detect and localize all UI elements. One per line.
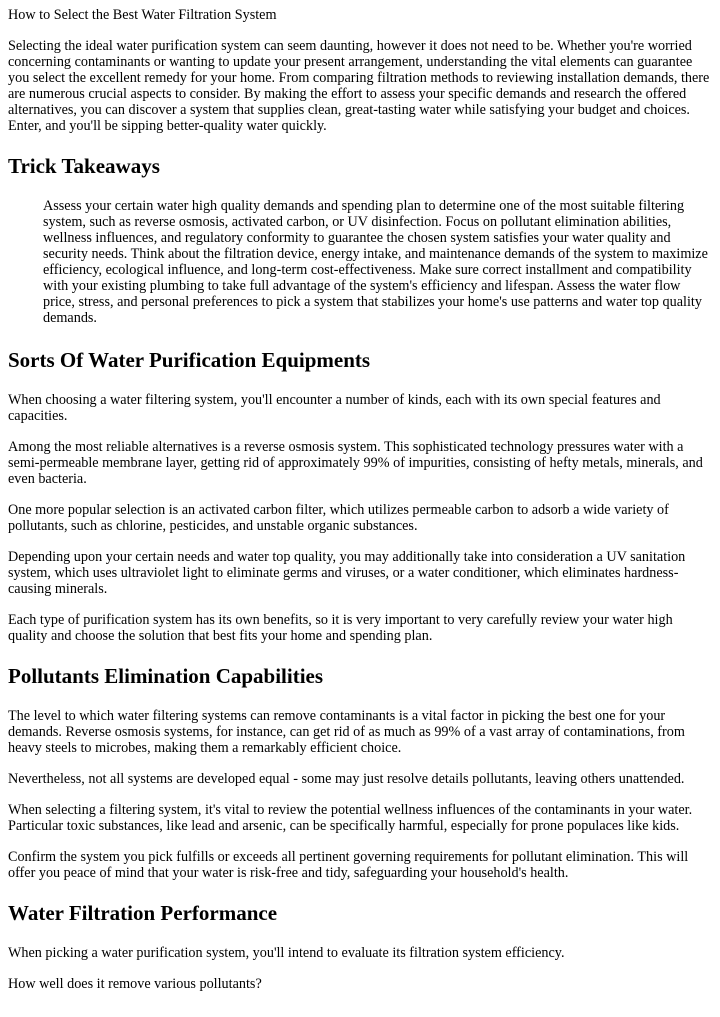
pollutants-paragraph-1: The level to which water filtering systems can remove contaminants is a vital factor in picking the best one for your demands. Reverse osmosis systems, for instance, can get rid of as much as 99% of a vast array of contaminations, from heavy steels to microbes, making them a remarkably efficient choice. xyxy=(8,708,685,756)
pollutants-paragraph-3: When selecting a filtering system, it's vital to review the potential wellness influences of the contaminants in your water. Particular toxic substances, like lead and arsenic, can be specifically harmful, especially for prone populaces like kids. xyxy=(8,802,693,834)
section-heading-performance: Water Filtration Performance xyxy=(8,901,278,925)
pollutants-paragraph-2: Nevertheless, not all systems are developed equal - some may just resolve details pollutants, leaving others unattended. xyxy=(8,771,685,787)
types-paragraph-1: When choosing a water filtering system, you'll encounter a number of kinds, each with its own special features and capacities. xyxy=(8,392,661,424)
section-heading-pollutants: Pollutants Elimination Capabilities xyxy=(8,664,324,688)
types-paragraph-4: Depending upon your certain needs and water top quality, you may additionally take into consideration a UV sanitation system, which uses ultraviolet light to eliminate germs and viruses, or a water conditioner, which eliminates hardness-causing minerals. xyxy=(8,549,686,597)
performance-paragraph-1: When picking a water purification system, you'll intend to evaluate its filtration system efficiency. xyxy=(8,945,565,961)
performance-paragraph-2: How well does it remove various pollutants? xyxy=(8,976,262,992)
section-heading-takeaways: Trick Takeaways xyxy=(8,154,160,178)
pollutants-paragraph-4: Confirm the system you pick fulfills or exceeds all pertinent governing requirements for pollutant elimination. This will offer you peace of mind that your water is risk-free and tidy, safeguarding your household's health. xyxy=(8,849,689,881)
document-title: How to Select the Best Water Filtration System xyxy=(8,7,277,23)
intro-paragraph: Selecting the ideal water purification system can seem daunting, however it does not need to be. Whether you're worried concerning contaminants or wanting to update your present arrangement, understanding the vital elements can guarantee you select the excellent remedy for your home. From comparing filtration methods to reviewing installation demands, there are numerous crucial aspects to consider. By making the effort to assess your specific demands and research the offered alternatives, you can discover a system that supplies clean, great-tasting water while satisfying your budget and choices. Enter, and you'll be sipping better-quality water quickly. xyxy=(8,38,710,134)
takeaways-quote: Assess your certain water high quality demands and spending plan to determine one of the most suitable filtering system, such as reverse osmosis, activated carbon, or UV disinfection. Focus on pollutant elimination abilities, wellness influences, and regulatory conformity to guarantee the chosen system satisfies your water quality and security needs. Think about the filtration device, energy intake, and maintenance demands of the system to maximize efficiency, ecological influence, and long-term cost-effectiveness. Make sure correct installment and compatibility with your existing plumbing to take full advantage of the system's efficiency and lifespan. Assess the water flow price, stress, and personal preferences to pick a system that stabilizes your home's use patterns and water top quality demands. xyxy=(43,198,708,326)
types-paragraph-5: Each type of purification system has its own benefits, so it is very important to very carefully review your water high quality and choose the solution that best fits your home and spending plan. xyxy=(8,612,673,644)
types-paragraph-2: Among the most reliable alternatives is a reverse osmosis system. This sophisticated technology pressures water with a semi-permeable membrane layer, getting rid of approximately 99% of impurities, consisting of hefty metals, minerals, and even bacteria. xyxy=(8,439,703,487)
types-paragraph-3: One more popular selection is an activated carbon filter, which utilizes permeable carbon to adsorb a wide variety of pollutants, such as chlorine, pesticides, and unstable organic substances. xyxy=(8,502,669,534)
section-heading-types: Sorts Of Water Purification Equipments xyxy=(8,348,371,372)
